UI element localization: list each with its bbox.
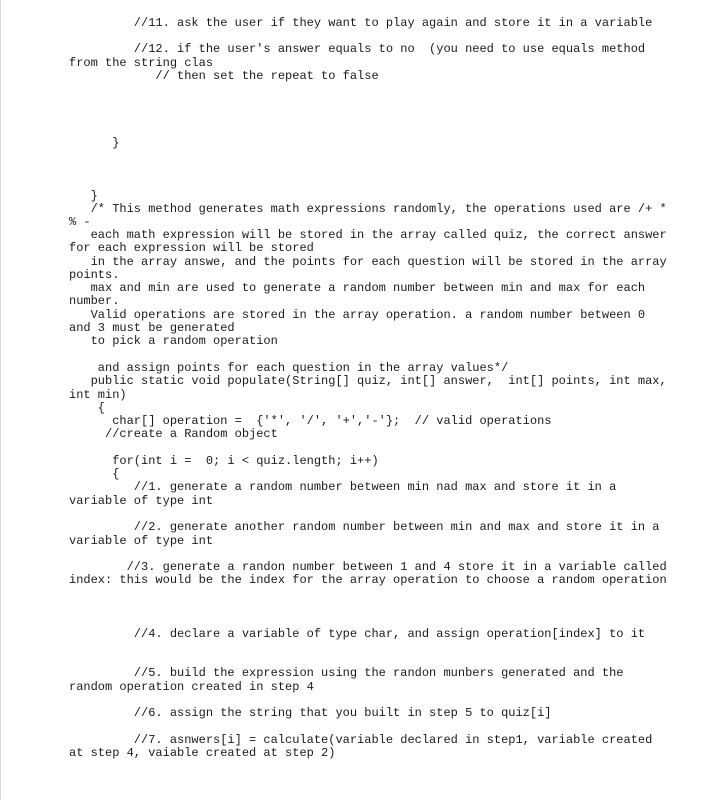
code-line-15: Valid operations are stored in the array operation. a random number between 0 (69, 308, 646, 322)
code-line-19: public static void populate(String[] quiz, int[] answer, int[] points, int max, (69, 374, 667, 388)
code-line-4: // then set the repeat to false (69, 69, 379, 83)
code-line-8: % - (69, 215, 91, 229)
code-line-16: and 3 must be generated (69, 321, 235, 335)
code-line-31: index: this would be the index for the array operation to choose a random operation (69, 573, 667, 587)
code-line-37: at step 4, vaiable created at step 2) (69, 746, 336, 760)
code-line-20: int min) (69, 388, 127, 402)
code-line-17: to pick a random operation (69, 334, 278, 348)
code-line-23: //create a Random object (69, 427, 278, 441)
code-line-18: and assign points for each question in the array values*/ (69, 361, 509, 375)
code-line-6: } (69, 189, 98, 203)
code-line-12: points. (69, 268, 120, 282)
code-line-2: //12. if the user's answer equals to no (you need to use equals method (69, 42, 646, 56)
code-line-28: //2. generate another random number between min and max and store it in a (69, 520, 660, 534)
code-line-32: //4. declare a variable of type char, and assign operation[index] to it (69, 627, 646, 641)
code-line-30: //3. generate a randon number between 1 and 4 store it in a variable called (69, 560, 667, 574)
code-line-3: from the string clas (69, 56, 214, 70)
code-line-33: //5. build the expression using the randon munbers generated and the (69, 666, 624, 680)
code-line-34: random operation created in step 4 (69, 680, 314, 694)
code-line-9: each math expression will be stored in the array called quiz, the correct answer (69, 228, 667, 242)
code-line-14: number. (69, 294, 120, 308)
code-line-11: in the array answe, and the points for each question will be stored in the array (69, 255, 667, 269)
code-line-22: char[] operation = {'*', '/', '+','-'}; // valid operations (69, 414, 552, 428)
code-line-26: //1. generate a random number between min nad max and store it in a (69, 480, 617, 494)
code-line-36: //7. asnwers[i] = calculate(variable declared in step1, variable created (69, 733, 653, 747)
code-line-7: /* This method generates math expressions randomly, the operations used are /+ * (69, 202, 667, 216)
code-line-21: { (69, 401, 106, 415)
code-line-35: //6. assign the string that you built in step 5 to quiz[i] (69, 706, 552, 720)
code-line-25: { (69, 467, 120, 481)
code-line-29: variable of type int (69, 534, 214, 548)
code-line-13: max and min are used to generate a random number between min and max for each (69, 281, 646, 295)
code-line-27: variable of type int (69, 494, 214, 508)
code-line-10: for each expression will be stored (69, 241, 314, 255)
code-line-5: } (69, 136, 120, 150)
code-line-24: for(int i = 0; i < quiz.length; i++) (69, 454, 379, 468)
code-line-1: //11. ask the user if they want to play again and store it in a variable (69, 16, 653, 30)
